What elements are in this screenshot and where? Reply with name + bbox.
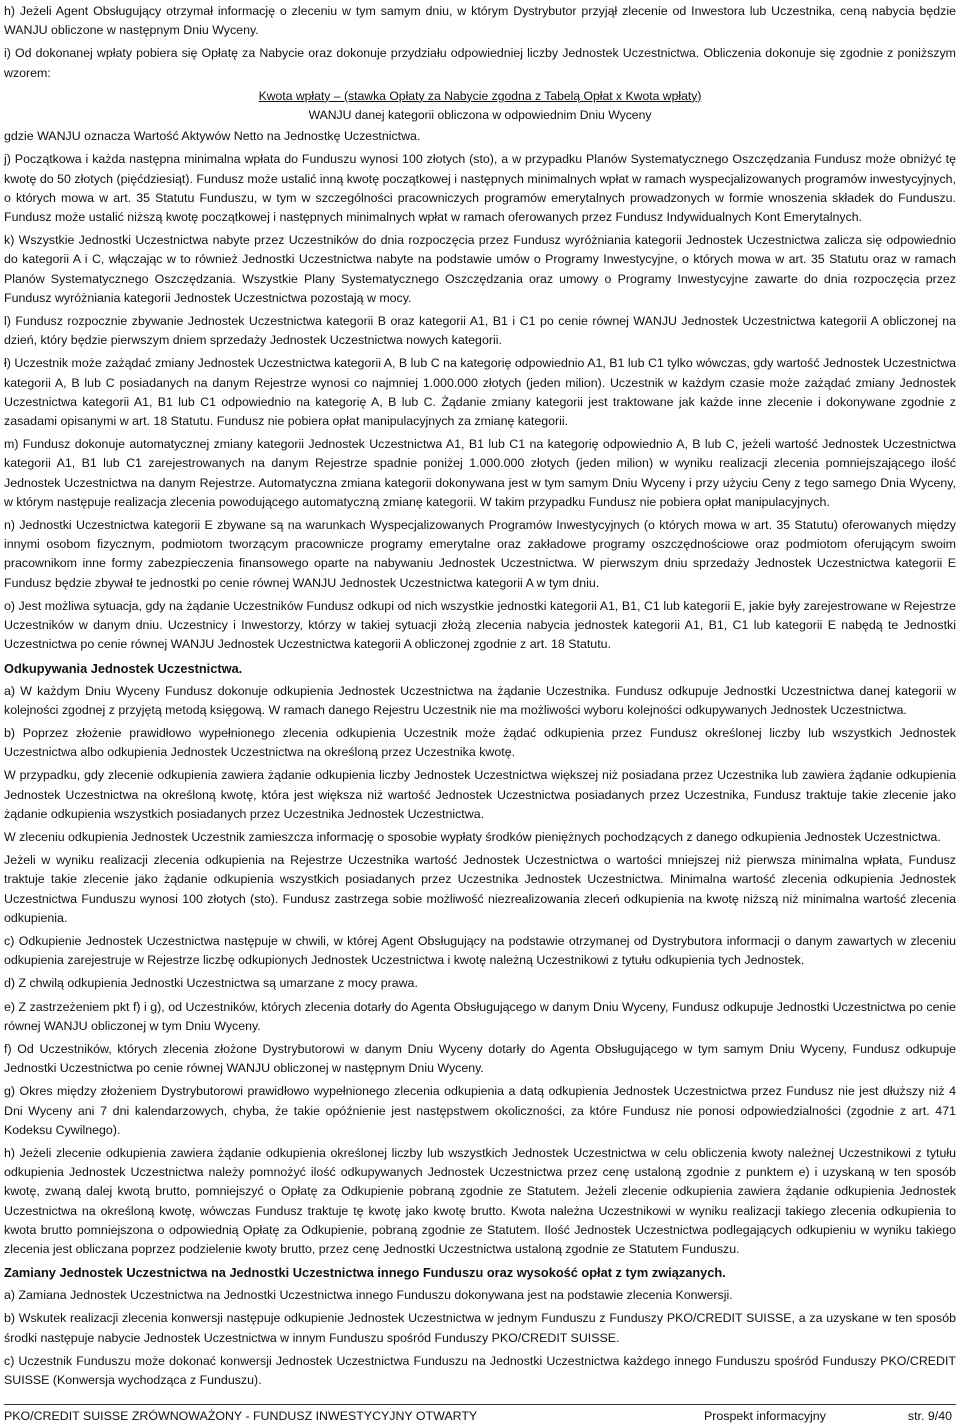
page-footer: [4, 1404, 956, 1425]
section-heading-redemptions: Odkupywania Jednostek Uczestnictwa.: [4, 660, 243, 676]
redemption-h: h) Jeżeli zlecenie odkupienia zawiera żądanie odkupienia określonej liczby lub wszystkich Jednostek Uczestnictwa w celu obliczenia kwoty należnej Uczestnikowi z tytułu odkupienia Jednostek Uczestnictwa należy pomnożyć ilość odkupywanych Jednostek Uczestnictwa przez cenę ustaloną zgodnie z punktem e) i uzyskaną w ten sposób kwotę, zwaną dalej kwotą brutto, pomniejszyć o Opłatę za Odkupienie pobraną zgodnie ze Statutem. Jeżeli zlecenie odkupienia zawiera żądanie odkupienia Jednostek Uczestnictwa na określoną kwotę, wówczas Fundusz traktuje tę kwotę jako kwotę brutto. Kwota należna Uczestnikowi w wyniku realizacji takiego zlecenia odkupienia to kwota brutto pomniejszona o odpowiednią Opłatę za Odkupienie, pobraną zgodnie ze Statutem. Ilość Jednostek Uczestnictwa podlegających odkupieniu w wyniku takiego zlecenia jest obliczana poprzez podzielenie kwoty brutto, przez cenę Jednostki Uczestnictwa ustaloną zgodnie ze Statutem Funduszu.: [4, 1145, 956, 1256]
paragraph-k: k) Wszystkie Jednostki Uczestnictwa nabyte przez Uczestników do dnia rozpoczęcia przez Fundusz wyróżniania kategorii Jednostek Uczestnictwa zalicza się odpowiednio do kategorii A i C, włączając w to również Jednostki Uczestnictwa nabyte na podstawie umów o Programy Inwestycyjne, o których mowa w art. 35 Statutu oraz w ramach Planów Systematycznego Oszczędzania. Wszystkie Plany Systematycznego Oszczędzania oraz umowy o Programy Inwestycyjne zawarte do dnia rozpoczęcia przez Fundusz wyróżniania kategorii Jednostek Uczestnictwa pozostają w mocy.: [4, 233, 956, 305]
paragraph-l-stroke: ł) Uczestnik może zażądać zmiany Jednostek Uczestnictwa kategorii A, B lub C na kategorię odpowiednio A1, B1 lub C1 tylko wówczas, gdy wartość Jednostek Uczestnictwa kategorii A, B lub C posiadanych na danym Rejestrze wynosi co najmniej 1.000.000 złotych (jeden milion). Uczestnik w każdym czasie może zażądać zmiany Jednostek Uczestnictwa kategorii A1, B1 lub C1 odpowiednio na kategorię A, B lub C. Żądanie zmiany kategorii jest traktowane jak każde inne zlecenie i dokonywane zgodnie z zasadami opisanymi w art. 18 Statutu. Fundusz nie pobiera opłat manipulacyjnych za zmianę kategorii.: [4, 356, 956, 429]
footer-page-number: str. 9/40: [907, 1409, 952, 1423]
paragraph-o: o) Jest możliwa sytuacja, gdy na żądanie Uczestników Fundusz odkupi od nich wszystkie jednostki kategorii A1, B1, C1 lub kategorii E, jakie były zarejestrowane w Rejestrze Uczestników w danym dniu. Uczestnicy i Inwestorzy, którzy w takiej sytuacji złożą zlecenia nabycia jednostek kategorii A1, B1, C1 lub kategorii E nabędą te Jednostki Uczestnictwa po cenie równej WANJU Jednostek Uczestnictwa kategorii A obliczonej zgodnie z art. 18 Statutu.: [4, 598, 956, 652]
paragraph-i-where: gdzie WANJU oznacza Wartość Aktywów Netto na Jednostkę Uczestnictwa.: [4, 129, 421, 144]
redemption-c: c) Odkupienie Jednostek Uczestnictwa następuje w chwili, w której Agent Obsługujący na podstawie otrzymanej od Dystrybutora informacji o danym zawartych w zleceniu odkupienia zarejestruje w Rejestrze liczbę odkupionych Jednostek Uczestnictwa i kwotę należną Uczestnikowi z tytułu odkupienia tych Jednostek.: [4, 933, 956, 968]
conversion-a: a) Zamiana Jednostek Uczestnictwa na Jednostki Uczestnictwa innego Funduszu dokonywana jest na podstawie zlecenia Konwersji.: [4, 1288, 733, 1303]
conversion-b: b) Wskutek realizacji zlecenia konwersji następuje odkupienie Jednostek Uczestnictwa w jednym Funduszu z Funduszy PKO/CREDIT SUISSE, a za uzyskane w ten sposób środki następuje nabycie Jednostek Uczestnictwa w innym Funduszu spośród Funduszy PKO/CREDIT SUISSE.: [4, 1311, 956, 1345]
document-page: [4, 2, 956, 1394]
footer-doc-type: Prospekt informacyjny: [704, 1409, 826, 1423]
redemption-b-2: W przypadku, gdy zlecenie odkupienia zawiera żądanie odkupienia liczby Jednostek Uczestnictwa większej niż posiadana przez Uczestnika lub zawiera żądanie odkupienia Jednostek Uczestnictwa na określoną kwotę, która jest większa niż wartość Jednostek Uczestnictwa posiadanych przez Uczestnika, Fundusz traktuje takie zlecenie jako żądanie odkupienia wszystkich posiadanych przez Uczestnika Jednostek Uczestnictwa.: [4, 768, 956, 821]
paragraph-n: n) Jednostki Uczestnictwa kategorii E zbywane są na warunkach Wyspecjalizowanych Programów Inwestycyjnych (o których mowa w art. 35 Statutu) oferowanych między innymi osobom fizycznym, podmiotom tworzącym pracownicze programy emerytalne oraz zakładowe programy oszczędnościowe oraz podmiotom oferującym swoim pracownikom inne formy zabezpieczenia finansowego oparte na nabywaniu Jednostek Uczestnictwa. W pierwszym dniu sprzedaży Jednostek Uczestnictwa kategorii E Fundusz będzie zbywał te jednostki po cenie równej WANJU Jednostek Uczestnictwa kategorii A w tym dniu.: [4, 518, 956, 590]
redemption-b: b) Poprzez złożenie prawidłowo wypełnionego zlecenia odkupienia Uczestnik może żądać odkupienia przez Fundusz określonej liczby lub wszystkich Jednostek Uczestnictwa albo odkupienia Jednostek Uczestnictwa na określoną przez Uczestnika kwotę.: [4, 725, 956, 760]
formula-numerator: Kwota wpłaty – (stawka Opłaty za Nabycie zgodna z Tabelą Opłat x Kwota wpłaty): [258, 88, 702, 103]
paragraph-i: i) Od dokonanej wpłaty pobiera się Opłatę za Nabycie oraz dokonuje przydziału odpowiedniej liczby Jednostek Uczestnictwa. Obliczenia dokonuje się zgodnie z poniższym wzorem:: [4, 46, 956, 80]
redemption-b-3: W zleceniu odkupienia Jednostek Uczestnik zamieszcza informację o sposobie wypłaty środków pieniężnych pochodzących z danego odkupienia Jednostek Uczestnictwa.: [4, 829, 941, 844]
paragraph-m: m) Fundusz dokonuje automatycznej zmiany kategorii Jednostek Uczestnictwa A1, B1 lub C1 na kategorię odpowiednio A, B lub C, jeżeli wartość Jednostek Uczestnictwa kategorii A1, B1 lub C1 zarejestrowanych na danym Rejestrze spadnie poniżej 1.000.000 złotych (jeden milion) w wyniku realizacji zlecenia pomniejszającego ilość Jednostek Uczestnictwa na danym Rejestrze. Automatyczna zmiana kategorii dokonywana jest w tym samym Dniu Wyceny i przy użyciu Ceny z tego samego Dnia Wyceny, w którym następuje realizacja zlecenia powodującego automatyczną zmianę kategorii. W takim przypadku Fundusz nie pobiera opłat manipulacyjnych.: [4, 437, 956, 509]
paragraph-h: h) Jeżeli Agent Obsługujący otrzymał informację o zleceniu w tym samym dniu, w którym Dystrybutor przyjął zlecenie od Inwestora lub Uczestnika, ceną nabycia będzie WANJU obliczone w następnym Dniu Wyceny.: [4, 4, 956, 38]
formula-denominator: WANJU danej kategorii obliczona w odpowiednim Dniu Wyceny: [308, 108, 652, 123]
redemption-d: d) Z chwilą odkupienia Jednostki Uczestnictwa są umarzane z mocy prawa.: [4, 976, 418, 991]
paragraph-j: j) Początkowa i każda następna minimalna wpłata do Funduszu wynosi 100 złotych (sto), a w przypadku Planów Systematycznego Oszczędzania Fundusz może obniżyć tę kwotę do 50 złotych (pięćdziesiąt). Fundusz może ustalić inną kwotę początkowej i następnych minimalnych wpłat w ramach wyspecjalizowanych programów inwestycyjnych, o których mowa w art. 35 Statutu Funduszu, w tym w szczególności pracowniczych programów emerytalnych prowadzonych w formie wnoszenia składek do Funduszu. Fundusz może ustalić niższą kwotę początkowej i następnych minimalnych wpłat w ramach oferowanych przez Fundusz Indywidualnych Kont Emerytalnych.: [4, 152, 956, 225]
footer-fund-name: PKO/CREDIT SUISSE ZRÓWNOWAŻONY - FUNDUSZ INWESTYCYJNY OTWARTY: [4, 1409, 478, 1423]
paragraph-l: l) Fundusz rozpocznie zbywanie Jednostek Uczestnictwa kategorii B oraz kategorii A1, B1 i C1 po cenie równej WANJU Jednostek Uczestnictwa kategorii A obliczonej na dzień, który będzie pierwszym dniem sprzedaży Jednostek Uczestnictwa nowych kategorii.: [4, 314, 956, 348]
redemption-b-4: Jeżeli w wyniku realizacji zlecenia odkupienia na Rejestrze Uczestnika wartość Jednostek Uczestnictwa o wartości mniejszej niż pierwsza minimalna wpłata, Fundusz traktuje takie zlecenie jako żądanie odkupienia wszystkich posiadanych przez Uczestnika Jednostek Uczestnictwa. Minimalna wartość zlecenia odkupienia Jednostek Uczestnictwa Funduszu wynosi 100 złotych (sto). Fundusz zastrzega sobie możliwość niezrealizowania zleceń odkupienia na kwotę niższą niż minimalna wartość zlecenia odkupienia.: [4, 853, 956, 925]
conversion-c: c) Uczestnik Funduszu może dokonać konwersji Jednostek Uczestnictwa Funduszu na Jednostki Uczestnictwa każdego innego Funduszu spośród Funduszy PKO/CREDIT SUISSE (Konwersja wychodząca z Funduszu).: [4, 1353, 956, 1387]
redemption-e: e) Z zastrzeżeniem pkt f) i g), od Uczestników, których zlecenia dotarły do Agenta Obsługującego w danym Dniu Wyceny, Fundusz odkupuje Jednostki Uczestnictwa po cenie równej WANJU obliczonej w tym Dniu Wyceny.: [4, 999, 956, 1033]
purchase-formula: [4, 87, 956, 125]
redemption-a: a) W każdym Dniu Wyceny Fundusz dokonuje odkupienia Jednostek Uczestnictwa na żądanie Uczestnika. Fundusz odkupuje Jednostki Uczestnictwa danej kategorii w kolejności zgodnej z przyjętą metodą księgową. W ramach danego Rejestru Uczestnik nie ma możliwości wyboru kolejności odkupywanych Jednostek Uczestnictwa.: [4, 683, 956, 717]
redemption-g: g) Okres między złożeniem Dystrybutorowi prawidłowo wypełnionego zlecenia odkupienia a datą odkupienia Jednostek Uczestnictwa przez Fundusz nie jest dłuższy niż 4 Dni Wyceny ani 7 dni kalendarzowych, chyba, że takie opóźnienie jest następstwem okoliczności, za które Fundusz nie ponosi odpowiedzialności (zgodnie z art. 471 Kodeksu Cywilnego).: [4, 1084, 956, 1137]
section-heading-conversions: Zamiany Jednostek Uczestnictwa na Jednostki Uczestnictwa innego Funduszu oraz wysokość opłat z tym związanych.: [4, 1265, 726, 1281]
redemption-f: f) Od Uczestników, których zlecenia złożone Dystrybutorowi w danym Dniu Wyceny dotarły do Agenta Obsługującego w tym samym Dniu Wyceny, Fundusz odkupuje Jednostki Uczestnictwa po cenie równej WANJU obliczonej w następnym Dniu Wyceny.: [4, 1041, 956, 1076]
